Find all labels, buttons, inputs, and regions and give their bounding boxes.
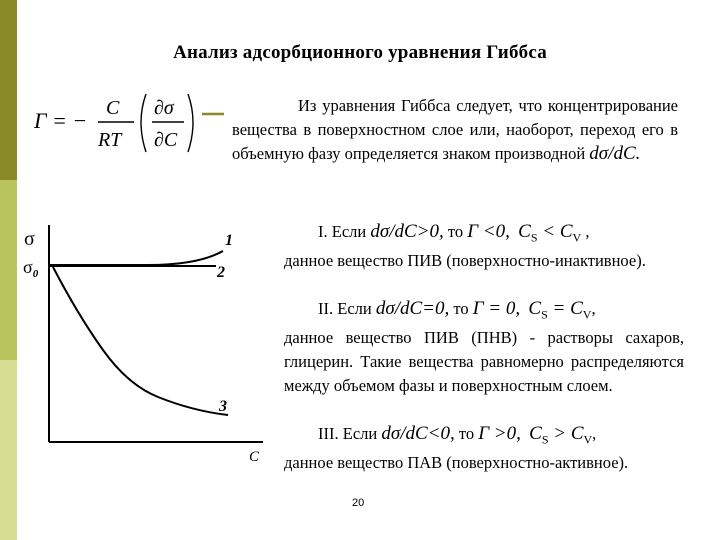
sidebar-band-bottom (0, 360, 17, 540)
sidebar-band-top (0, 0, 17, 180)
curve-3-label: 3 (219, 398, 227, 415)
case-3-heading: III. Если dσ/dC<0, то Г >0, $C_S > C_V$, (318, 423, 597, 447)
graph-x-label: C (249, 449, 260, 465)
curve-2-label: 2 (217, 264, 225, 281)
page-number: 20 (352, 497, 365, 509)
curve-1-label: 1 (225, 232, 233, 249)
intro-text: Из уравнения Гиббса следует, что концентрирование вещества в поверхностном слое или, наоборот, переход его в объемную фазу определяется знаком производной (232, 96, 678, 163)
formula-left-paren (141, 94, 146, 152)
case-1-description: данное вещество ПИВ (поверхностно-инактивное). (284, 251, 646, 271)
case-3-description: данное вещество ПАВ (поверхностно-активное). (284, 453, 629, 473)
formula-numerator: C (106, 97, 120, 119)
formula-right-paren (188, 94, 193, 152)
intro-math: dσ/dC. (589, 143, 641, 164)
slide-sidebar (0, 0, 17, 540)
graph-y-label: σ (24, 228, 35, 250)
curve-3 (53, 267, 228, 415)
sidebar-band-middle (0, 180, 17, 360)
case-1 (284, 220, 684, 273)
case-2-heading: II. Если dσ/dC=0, то Г = 0, $C_S = C_V$, (318, 298, 596, 322)
case-2 (284, 297, 684, 398)
formula-deriv-denominator: ∂C (154, 129, 178, 151)
slide-title: Анализ адсорбционного уравнения Гиббса (173, 42, 547, 63)
case-2-description: данное вещество ПИВ (ПНВ) - растворы сахаров, глицерин. Такие вещества равномерно распределяются между объемом фазы и поверхностным слоем. (284, 328, 684, 396)
case-1-heading: I. Если dσ/dC>0, то Г <0, $C_S < C_V$ , (318, 221, 590, 245)
formula-denominator: RT (98, 129, 122, 151)
formula-lhs: Г = − (34, 108, 88, 133)
gibbs-formula (34, 88, 224, 160)
formula-deriv-numerator: ∂σ (154, 97, 174, 119)
graph-y0-label: $\sigma_0$ (23, 257, 39, 280)
curve-1 (49, 251, 223, 265)
intro-paragraph (232, 94, 678, 166)
case-3 (284, 422, 684, 475)
surface-tension-graph (18, 215, 273, 465)
